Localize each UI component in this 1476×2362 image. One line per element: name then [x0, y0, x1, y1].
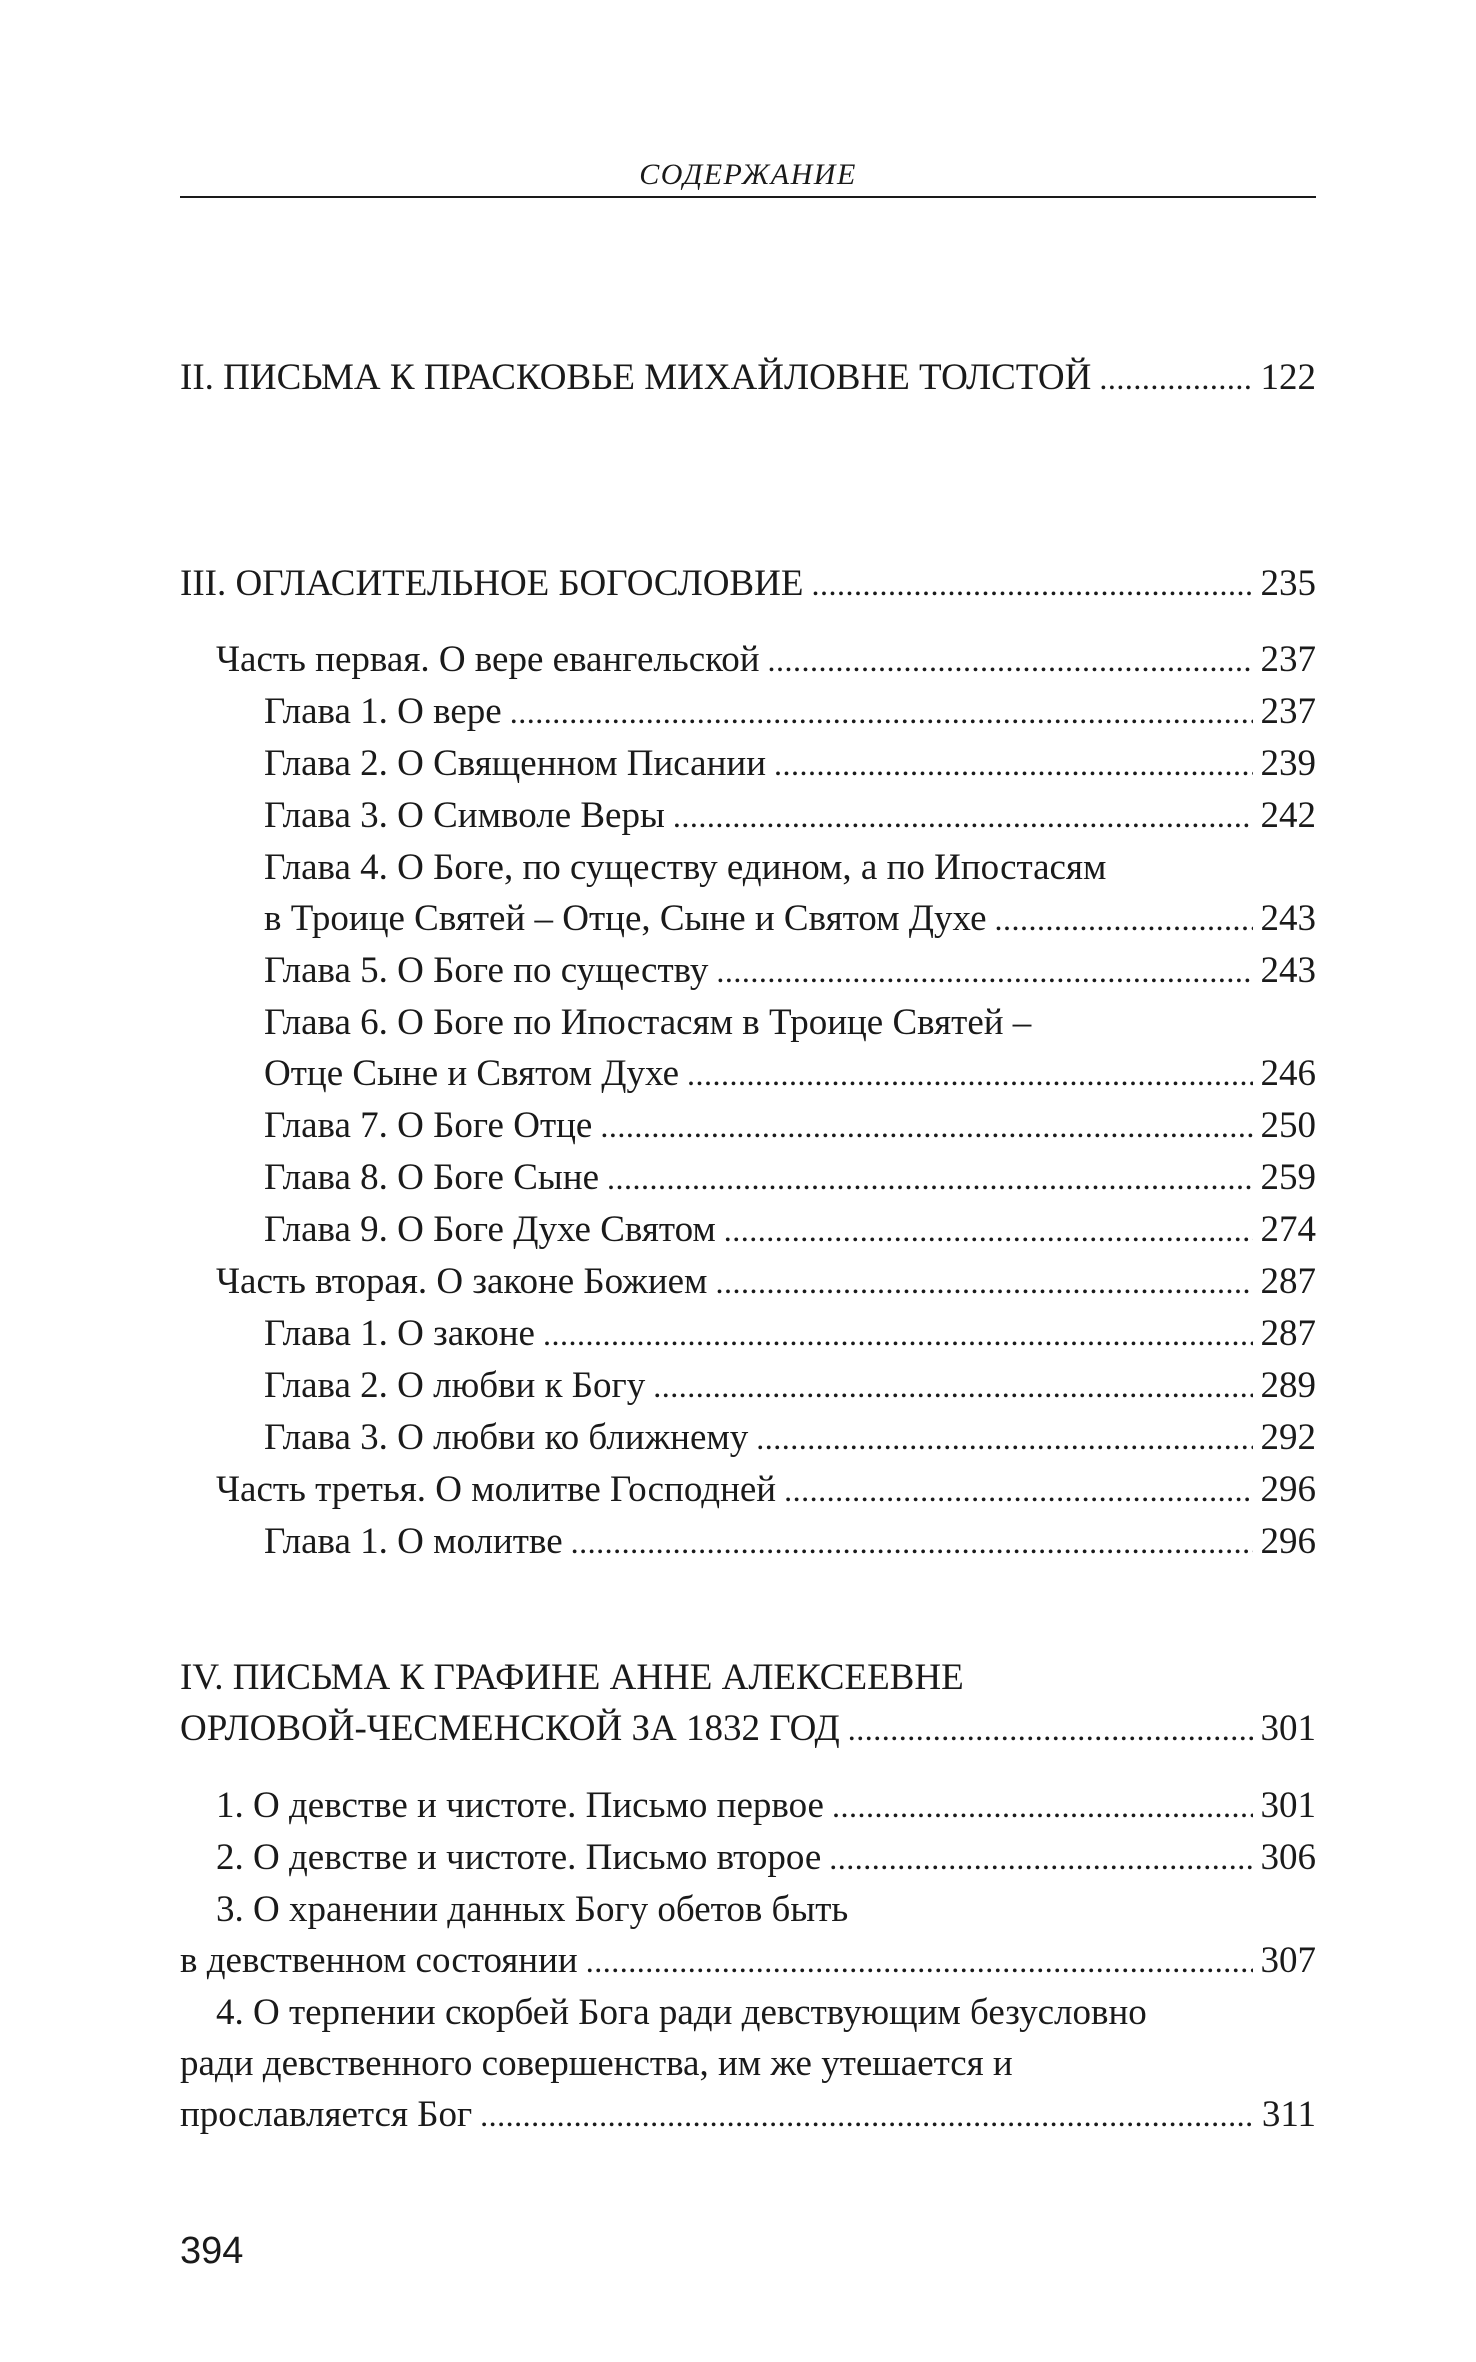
page-number: 246: [1260, 1053, 1316, 1094]
page-number: 296: [1260, 1469, 1316, 1510]
toc-entry-label-cont: ради девственного совершенства, им же утешается и: [180, 2043, 1013, 2084]
toc-section-title-cont: ОРЛОВОЙ-ЧЕСМЕНСКОЙ ЗА 1832 ГОД: [180, 1708, 840, 1749]
toc-section-title: IV. ПИСЬМА К ГРАФИНЕ АННЕ АЛЕКСЕЕВНЕ: [180, 1657, 964, 1698]
leader-dots: [768, 635, 1253, 686]
toc-entry-label: 1. О девстве и чистоте. Письмо первое: [216, 1785, 824, 1826]
toc-entry-label: 4. О терпении скорбей Бога ради девствующим безусловно: [216, 1992, 1147, 2033]
toc-entry-label: Часть первая. О вере евангельской: [216, 639, 760, 680]
page-number: 237: [1260, 691, 1316, 732]
toc-entry-label: Глава 5. О Боге по существу: [264, 950, 709, 991]
leader-dots: [716, 946, 1252, 997]
page-number: 301: [1260, 1708, 1316, 1749]
leader-dots: [543, 1309, 1253, 1360]
page-number: 122: [1260, 357, 1316, 398]
toc-entry-label: Глава 4. О Боге, по существу едином, а по Ипостасям: [264, 847, 1107, 888]
toc-entry-label: Глава 9. О Боге Духе Святом: [264, 1209, 716, 1250]
toc-entry[interactable]: [180, 997, 1316, 1100]
toc-entry-label-cont: в Троице Святей – Отце, Сыне и Святом Духе: [264, 898, 987, 939]
toc-entry[interactable]: [180, 1464, 1316, 1516]
page-number: 237: [1260, 639, 1316, 680]
page-number: 311: [1261, 2094, 1316, 2135]
leader-dots: [687, 1049, 1253, 1100]
toc-entry-label-cont: в девственном состоянии: [180, 1940, 578, 1981]
toc-entry[interactable]: [180, 1884, 1316, 1987]
leader-dots: [774, 739, 1253, 790]
page-folio: 394: [180, 2230, 244, 2272]
toc-entry[interactable]: [180, 1987, 1316, 2141]
toc-entry[interactable]: [180, 790, 1316, 842]
leader-dots: [653, 1361, 1252, 1412]
leader-dots: [829, 1833, 1252, 1884]
page-number: 301: [1260, 1785, 1316, 1826]
toc-section-2[interactable]: [180, 352, 1316, 404]
leader-dots: [848, 1704, 1253, 1755]
toc-entry[interactable]: [180, 1256, 1316, 1308]
toc-entry[interactable]: [180, 1152, 1316, 1204]
toc-entry-label-cont: прославляется Бог: [180, 2094, 473, 2135]
page-number: 289: [1260, 1365, 1316, 1406]
toc-entry-label: Глава 6. О Боге по Ипостасям в Троице Святей –: [264, 1002, 1032, 1043]
toc-entry-label: Глава 8. О Боге Сыне: [264, 1157, 599, 1198]
toc-entry-label: Глава 7. О Боге Отце: [264, 1105, 593, 1146]
page-number: 292: [1260, 1417, 1316, 1458]
toc-entry[interactable]: [180, 738, 1316, 790]
page-number: 307: [1260, 1940, 1316, 1981]
toc-entry-label: Часть вторая. О законе Божием: [216, 1261, 708, 1302]
page-number: 243: [1260, 898, 1316, 939]
toc-section-4[interactable]: [180, 1652, 1316, 1755]
header-rule: [180, 196, 1316, 198]
toc-section-3[interactable]: [180, 558, 1316, 610]
toc-entry-label: 3. О хранении данных Богу обетов быть: [216, 1889, 849, 1930]
leader-dots: [600, 1101, 1252, 1152]
page-number: 239: [1260, 743, 1316, 784]
leader-dots: [832, 1781, 1253, 1832]
page-number: 243: [1260, 950, 1316, 991]
toc-entry[interactable]: [180, 1204, 1316, 1256]
page-number: 235: [1260, 563, 1316, 604]
toc-entry[interactable]: [180, 1832, 1316, 1884]
leader-dots: [1099, 353, 1252, 404]
toc-entry[interactable]: [180, 1412, 1316, 1464]
page-number: 259: [1260, 1157, 1316, 1198]
toc-entry[interactable]: [180, 1100, 1316, 1152]
toc-entry[interactable]: [180, 945, 1316, 997]
toc-entry[interactable]: [180, 1308, 1316, 1360]
toc-section-title: III. ОГЛАСИТЕЛЬНОЕ БОГОСЛОВИЕ: [180, 563, 804, 604]
toc-entry-label: Глава 2. О Священном Писании: [264, 743, 766, 784]
page-number: 274: [1260, 1209, 1316, 1250]
page-number: 242: [1260, 795, 1316, 836]
leader-dots: [756, 1413, 1252, 1464]
toc-entry-label: Глава 3. О любви ко ближнему: [264, 1417, 749, 1458]
toc-entry-label: Глава 2. О любви к Богу: [264, 1365, 646, 1406]
leader-dots: [715, 1257, 1252, 1308]
leader-dots: [571, 1517, 1253, 1568]
leader-dots: [995, 894, 1253, 945]
toc-entry-label: Глава 1. О законе: [264, 1313, 535, 1354]
leader-dots: [586, 1936, 1253, 1987]
leader-dots: [673, 791, 1253, 842]
page-number: 287: [1260, 1313, 1316, 1354]
toc-entry-label-cont: Отце Сыне и Святом Духе: [264, 1053, 679, 1094]
toc-section-4-items: [180, 1780, 1316, 2141]
toc-entry-label: 2. О девстве и чистоте. Письмо второе: [216, 1837, 822, 1878]
toc-section-3-items: [180, 634, 1316, 1568]
page-number: 287: [1260, 1261, 1316, 1302]
running-header: СОДЕРЖАНИЕ: [639, 158, 857, 191]
toc-entry[interactable]: [180, 634, 1316, 686]
page-number: 296: [1260, 1521, 1316, 1562]
toc-entry[interactable]: [180, 1780, 1316, 1832]
toc-entry[interactable]: [180, 686, 1316, 738]
leader-dots: [784, 1465, 1252, 1516]
toc-entry-label: Часть третья. О молитве Господней: [216, 1469, 777, 1510]
leader-dots: [811, 559, 1252, 610]
toc-section-title: II. ПИСЬМА К ПРАСКОВЬЕ МИХАЙЛОВНЕ ТОЛСТОЙ: [180, 357, 1092, 398]
toc-entry-label: Глава 3. О Символе Веры: [264, 795, 665, 836]
leader-dots: [607, 1153, 1253, 1204]
toc-entry[interactable]: [180, 842, 1316, 945]
leader-dots: [480, 2090, 1254, 2141]
toc-entry[interactable]: [180, 1360, 1316, 1412]
toc-entry-label: Глава 1. О молитве: [264, 1521, 563, 1562]
leader-dots: [724, 1205, 1253, 1256]
page-number: 250: [1260, 1105, 1316, 1146]
leader-dots: [510, 687, 1253, 738]
page-number: 306: [1260, 1837, 1316, 1878]
toc-entry[interactable]: [180, 1516, 1316, 1568]
toc-entry-label: Глава 1. О вере: [264, 691, 502, 732]
